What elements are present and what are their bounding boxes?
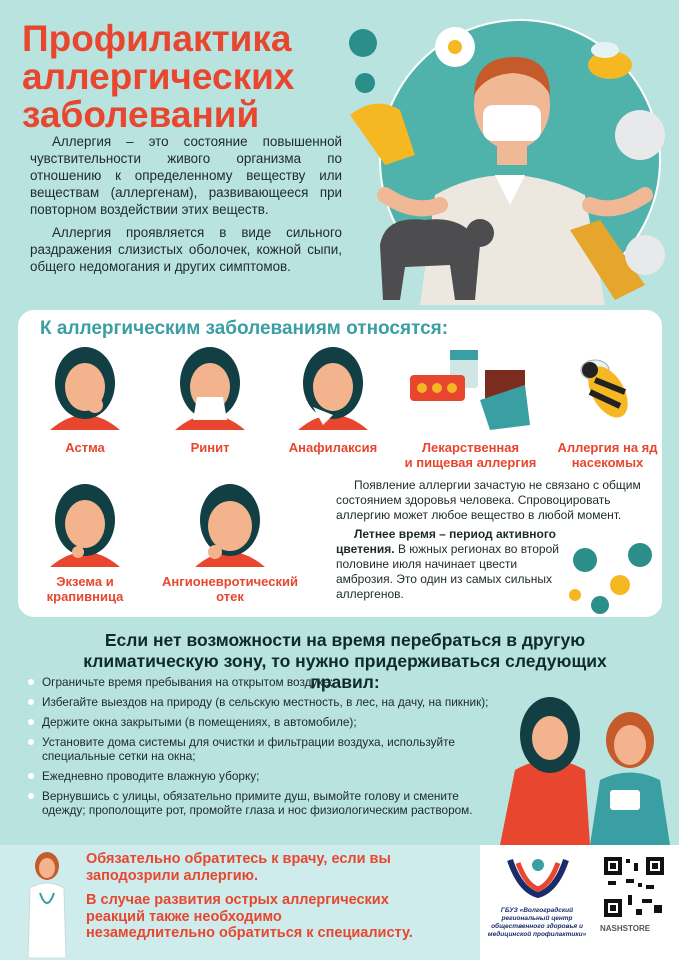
qr-code[interactable]: [602, 855, 666, 919]
asthma-illustration: [40, 345, 130, 430]
angioedema-illustration: [185, 482, 275, 567]
eczema-illustration: [40, 482, 130, 567]
intro-text: [30, 133, 342, 281]
conditions-title: К аллергическим заболеваниям относятся:: [40, 318, 449, 339]
health-center-logo: [500, 855, 576, 905]
doctor-icon: [20, 848, 75, 958]
warning-1: Обязательно обратитесь к врачу, если вы заподозрили аллергию.: [86, 851, 391, 884]
list-item: Ограничьте время пребывания на открытом воздухе;: [26, 675, 496, 689]
intro-paragraph-2: Аллергия проявляется в виде сильного раздражения слизистых оболочек, кожной сыпи, общего недомогания и других симптомов.: [30, 225, 342, 274]
anaphylaxis-illustration: [288, 345, 378, 430]
list-item: Установите дома системы для очистки и фильтрации воздуха, используйте специальные сетки на окна;: [26, 735, 496, 763]
intro-paragraph-1: Аллергия – это состояние повышенной чувствительности живого организма по отношению к определенному веществу или веществам (аллергенам), развивающееся при повторном воздействии этих веществ.: [30, 134, 342, 217]
list-item: Избегайте выездов на природу (в сельскую местность, в лес, на дачу, на пикник);: [26, 695, 496, 709]
condition-anaphylaxis-label: Анафилаксия: [288, 440, 378, 455]
condition-angioedema-label: Ангионевротический отек: [162, 574, 298, 604]
note-paragraph-1: Появление аллергии зачастую не связано с общим состоянием здоровья человека. Спровоцировать аллергию может любое вещество в любой момент.: [336, 478, 641, 522]
list-item: Держите окна закрытыми (в помещениях, в автомобиле);: [26, 715, 496, 729]
condition-rhinitis-label: Ринит: [190, 440, 230, 455]
rhinitis-illustration: [165, 345, 255, 430]
warning-2: В случае развития острых аллергических реакций также необходимо незамедлительно обратиться к специалисту.: [86, 892, 413, 941]
doctor-hero-illustration: [345, 5, 675, 305]
list-item: Вернувшись с улицы, обязательно примите душ, вымойте голову и смените одежду; прополощите рот, промойте глаза и нос физиологическим раствором.: [26, 789, 496, 817]
rules-list: [26, 675, 496, 823]
pills-chocolate-illustration: [405, 345, 535, 430]
condition-asthma-label: Астма: [65, 440, 105, 455]
condition-eczema-label: Экзема и крапивница: [46, 574, 124, 604]
condition-insect-label: Аллергия на яд насекомых: [557, 440, 658, 470]
allergy-note: [336, 478, 656, 606]
condition-drug-food-label: Лекарственная и пищевая аллергия: [404, 440, 537, 470]
page-title: Профилактика аллергических заболеваний: [22, 18, 295, 135]
list-item: Ежедневно проводите влажную уборку;: [26, 769, 496, 783]
nashstore-label: NASHSTORE: [600, 924, 651, 933]
rules-title: Если нет возможности на время перебраться в другую климатическую зону, то нужно придерживаться следующих правил:: [83, 630, 607, 692]
bee-illustration: [560, 340, 650, 430]
logo-caption: ГБУЗ «Волгоградский региональный центр общественного здоровья и медицинской профилактики»: [487, 907, 587, 938]
women-illustration: [495, 690, 675, 845]
note-paragraph-2: Летнее время – период активного цветения. В южных регионах во второй половине июля начинает цвести амброзия. Это один из самых сильных аллергенов.: [336, 527, 559, 601]
